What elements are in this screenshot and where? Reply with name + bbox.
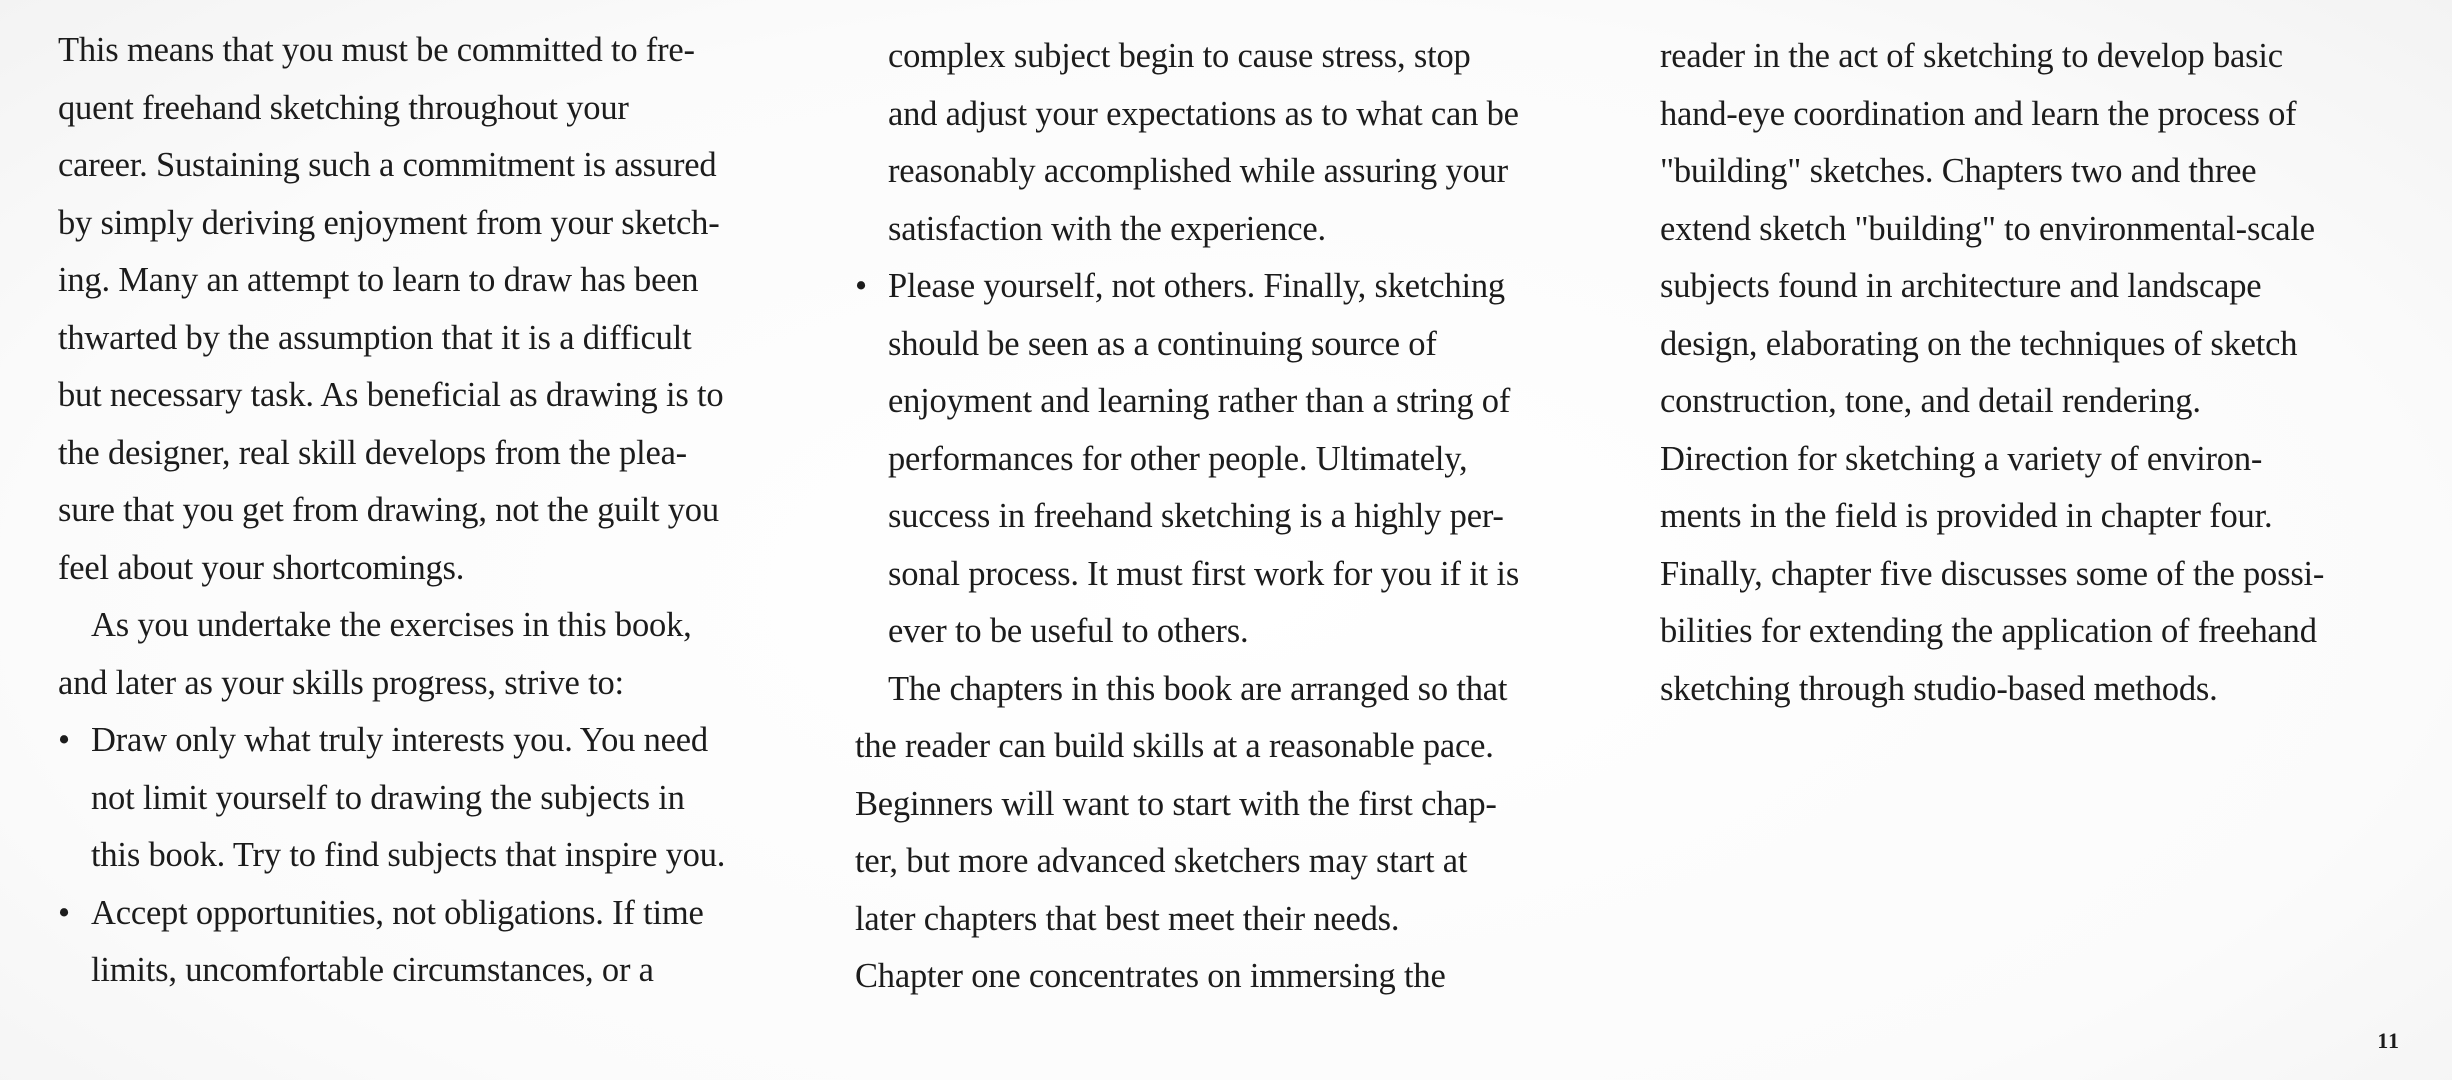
text-line — [1660, 143, 2420, 201]
text-line — [855, 833, 1625, 891]
text-line-content: limits, uncomfortable circumstances, or a — [91, 951, 654, 989]
text-line-content: ing. Many an attempt to learn to draw has been — [58, 261, 699, 299]
text-line-content: ments in the field is provided in chapter four. — [1660, 497, 2273, 535]
text-line — [58, 655, 828, 713]
text-line-content: and adjust your expectations as to what can be — [888, 94, 1519, 133]
text-line-content: extend sketch "building" to environmental-scale — [1660, 209, 2315, 248]
text-line-content: complex subject begin to cause stress, stop — [888, 37, 1471, 75]
text-line-content: design, elaborating on the techniques of sketch — [1660, 324, 2298, 363]
text-line-content: later chapters that best meet their needs. — [855, 899, 1400, 938]
text-column-3 — [1660, 28, 2420, 718]
text-line-content: As you undertake the exercises in this book, — [91, 606, 692, 644]
text-column-2 — [855, 28, 1625, 1006]
text-line-content: Please yourself, not others. Finally, sketching — [888, 267, 1505, 305]
text-line-content: feel about your shortcomings. — [58, 548, 465, 587]
text-line — [1660, 546, 2420, 604]
text-line — [58, 770, 828, 828]
text-line-content: construction, tone, and detail rendering. — [1660, 382, 2201, 420]
text-line-content: subjects found in architecture and landscape — [1660, 267, 2262, 305]
text-line — [58, 425, 828, 483]
text-line — [1660, 316, 2420, 374]
text-line — [58, 885, 828, 943]
text-line — [1660, 258, 2420, 316]
text-line-content: hand-eye coordination and learn the process of — [1660, 94, 2297, 133]
text-line — [855, 258, 1625, 316]
text-line — [855, 948, 1625, 1006]
text-line-content: by simply deriving enjoyment from your sketch- — [58, 203, 720, 242]
text-line — [1660, 86, 2420, 144]
text-line — [1660, 373, 2420, 431]
text-line — [1660, 488, 2420, 546]
page-number: 11 — [2377, 1028, 2400, 1053]
text-line — [58, 712, 828, 770]
text-line — [855, 891, 1625, 949]
text-line-content: ever to be useful to others. — [888, 612, 1249, 650]
text-line-content: satisfaction with the experience. — [888, 209, 1326, 248]
text-line-content: success in freehand sketching is a highly per- — [888, 497, 1504, 535]
text-line-content: This means that you must be committed to fre- — [58, 31, 695, 69]
text-line — [58, 827, 828, 885]
text-line-content: sketching through studio-based methods. — [1660, 669, 2218, 708]
text-line-content: the designer, real skill develops from the plea- — [58, 433, 687, 472]
text-line — [855, 201, 1625, 259]
text-column-1 — [58, 22, 828, 1000]
text-line — [855, 546, 1625, 604]
text-line-content: sonal process. It must first work for you if it is — [888, 554, 1520, 593]
text-line-content: ter, but more advanced sketchers may start at — [855, 842, 1468, 880]
text-line-content: quent freehand sketching throughout your — [58, 88, 629, 127]
text-line-content: reasonably accomplished while assuring your — [888, 152, 1508, 190]
text-line-content: Draw only what truly interests you. You need — [91, 721, 708, 759]
text-line-content: The chapters in this book are arranged so that — [888, 669, 1508, 708]
text-line-content: career. Sustaining such a commitment is assured — [58, 146, 717, 184]
bullet-glyph: • — [855, 267, 867, 305]
text-line-content: Direction for sketching a variety of environ- — [1660, 439, 2263, 478]
text-line-content: enjoyment and learning rather than a string of — [888, 382, 1511, 420]
text-line — [58, 482, 828, 540]
text-line — [1660, 201, 2420, 259]
text-line — [855, 661, 1625, 719]
text-line — [1660, 28, 2420, 86]
text-line-content: should be seen as a continuing source of — [888, 324, 1437, 363]
text-line-content: Accept opportunities, not obligations. If time — [91, 893, 704, 932]
text-line — [58, 597, 828, 655]
text-line — [58, 252, 828, 310]
text-line-content: this book. Try to find subjects that inspire you. — [91, 836, 726, 874]
text-line — [58, 80, 828, 138]
text-line-content: Beginners will want to start with the first chap- — [855, 784, 1497, 823]
text-line — [58, 137, 828, 195]
text-line — [58, 540, 828, 598]
text-line — [855, 776, 1625, 834]
text-line — [855, 28, 1625, 86]
text-line-content: performances for other people. Ultimately, — [888, 439, 1468, 478]
text-line-content: reader in the act of sketching to develop basic — [1660, 37, 2283, 75]
text-line — [855, 431, 1625, 489]
text-line-content: Chapter one concentrates on immersing the — [855, 957, 1446, 995]
text-line-content: thwarted by the assumption that it is a difficult — [58, 318, 692, 357]
text-line — [58, 310, 828, 368]
text-line-content: sure that you get from drawing, not the guilt you — [58, 491, 719, 529]
text-line — [58, 367, 828, 425]
text-line — [855, 488, 1625, 546]
text-line-content: the reader can build skills at a reasonable pace. — [855, 727, 1494, 765]
bullet-glyph: • — [58, 721, 70, 759]
text-line — [855, 86, 1625, 144]
text-line — [1660, 661, 2420, 719]
text-line — [58, 195, 828, 253]
text-line-content: but necessary task. As beneficial as drawing is to — [58, 376, 724, 414]
text-line — [855, 603, 1625, 661]
text-line-content: and later as your skills progress, strive to: — [58, 663, 624, 702]
text-line-content: "building" sketches. Chapters two and three — [1660, 152, 2257, 190]
text-line — [58, 942, 828, 1000]
text-line — [1660, 431, 2420, 489]
text-line — [855, 373, 1625, 431]
text-line-content: bilities for extending the application of freehand — [1660, 612, 2317, 650]
text-line — [1660, 603, 2420, 661]
bullet-glyph: • — [58, 893, 70, 932]
text-line-content: Finally, chapter five discusses some of the possi- — [1660, 554, 2325, 593]
text-line — [855, 718, 1625, 776]
text-line — [855, 316, 1625, 374]
text-line — [58, 22, 828, 80]
text-line — [855, 143, 1625, 201]
text-line-content: not limit yourself to drawing the subjects in — [91, 778, 685, 817]
